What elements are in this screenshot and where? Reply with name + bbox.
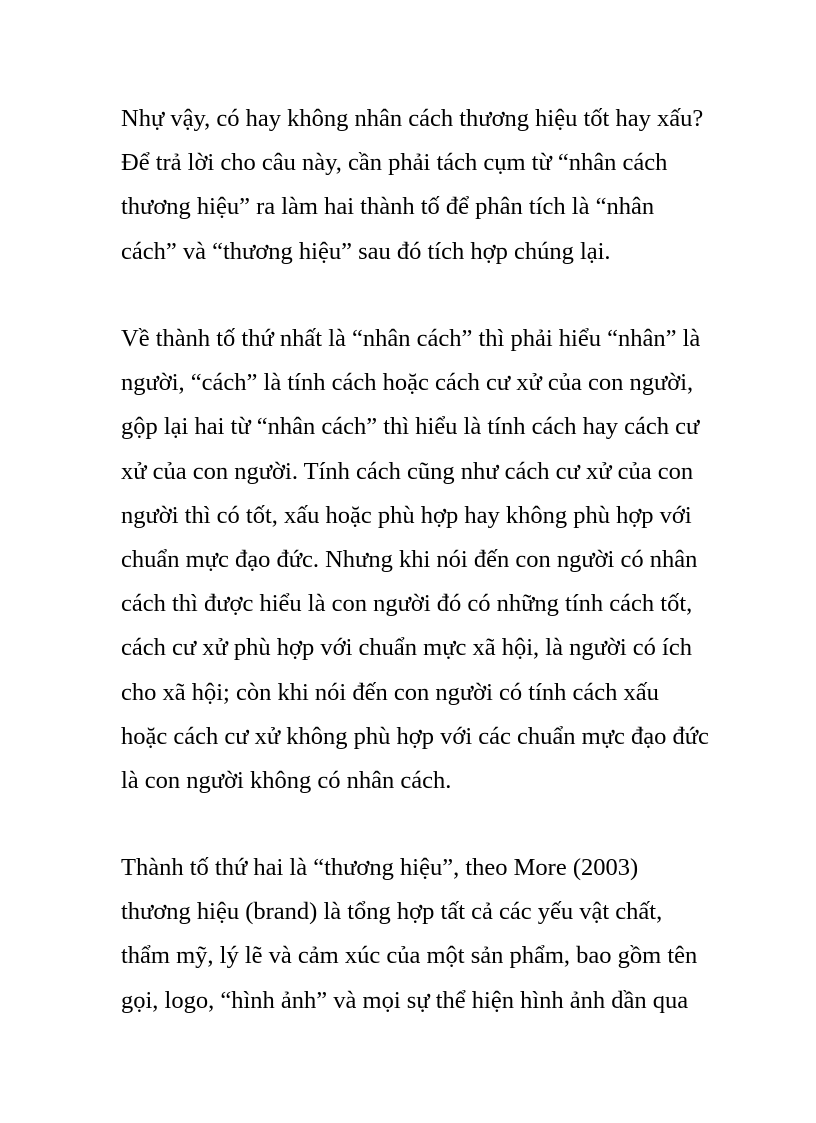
text-line: xử của con người. Tính cách cũng như cách cư xử của con (121, 457, 694, 485)
text-line: người, “cách” là tính cách hoặc cách cư xử của con người, (121, 369, 694, 397)
text-line: là con người không có nhân cách. (121, 767, 452, 795)
text-line: cách thì được hiểu là con người đó có những tính cách tốt, (121, 590, 693, 618)
text-line: thương hiệu (brand) là tổng hợp tất cả các yếu vật chất, (121, 898, 663, 926)
text-line: gọi, logo, “hình ảnh” và mọi sự thể hiện hình ảnh dần qua (121, 986, 689, 1014)
text-line: thương hiệu” ra làm hai thành tố để phân tích là “nhân (121, 193, 655, 221)
text-line: người thì có tốt, xấu hoặc phù hợp hay không phù hợp với (121, 501, 692, 529)
text-line: Để trả lời cho câu này, cần phải tách cụm từ “nhân cách (121, 149, 668, 177)
paragraph-brand-definition (121, 846, 697, 1023)
text-line: hoặc cách cư xử không phù hợp với các chuẩn mực đạo đức (121, 722, 709, 750)
text-line: Nhự vậy, có hay không nhân cách thương hiệu tốt hay xấu? (121, 105, 704, 132)
text-line: Thành tố thứ hai là “thương hiệu”, theo More (2003) (121, 854, 639, 881)
text-line: thẩm mỹ, lý lẽ và cảm xúc của một sản phẩm, bao gồm tên (121, 942, 698, 970)
paragraph-personality-definition (121, 317, 709, 803)
text-line: Về thành tố thứ nhất là “nhân cách” thì phải hiểu “nhân” là (121, 325, 701, 352)
text-line: cho xã hội; còn khi nói đến con người có tính cách xấu (121, 678, 659, 706)
text-line: cách” và “thương hiệu” sau đó tích hợp chúng lại. (121, 237, 611, 265)
text-line: cách cư xử phù hợp với chuẩn mực xã hội, là người có ích (121, 634, 692, 662)
text-line: chuẩn mực đạo đức. Nhưng khi nói đến con người có nhân (121, 546, 698, 574)
paragraph-brand-personality-question (121, 97, 703, 274)
text-line: gộp lại hai từ “nhân cách” thì hiểu là tính cách hay cách cư (121, 413, 700, 441)
